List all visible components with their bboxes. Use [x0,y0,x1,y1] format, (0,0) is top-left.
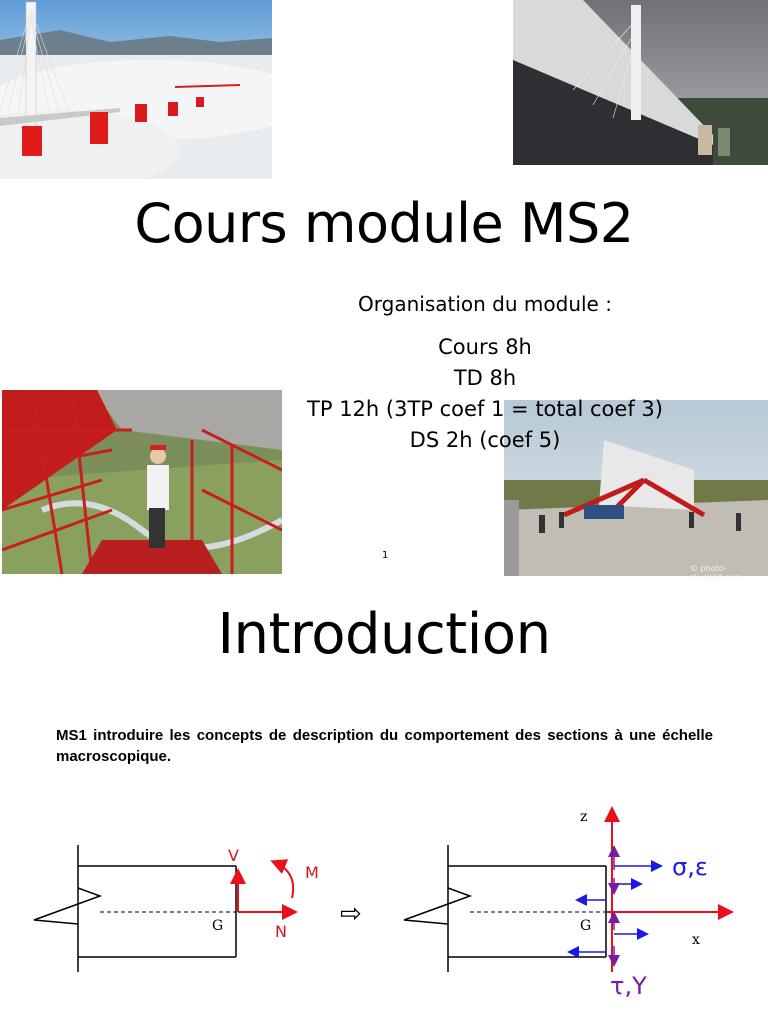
org-line-ds: DS 2h (coef 5) [409,428,561,452]
intro-paragraph: MS1 introduire les concepts de description du comportement des sections à une échelle macroscopique. [56,727,713,765]
right-beam [404,845,606,972]
org-line-tp: TP 12h (3TP coef 1 = total coef 3) [307,397,663,421]
org-line-cours: Cours 8h [438,335,532,359]
left-beam [34,845,236,972]
normal-stress-arrows [570,866,660,952]
section-forces-diagram [0,790,768,1024]
bridge-deck-pylon-photo [513,0,768,165]
label-m: M [305,863,319,882]
slide-title-cours: Cours module MS2 [134,192,634,255]
label-sigma-epsilon: σ,ε [672,853,708,881]
label-z: z [580,809,588,825]
label-n: N [275,922,287,941]
moment-m-arrow [274,862,293,898]
implies-arrow: ⇨ [340,899,362,929]
organisation-block [280,290,690,456]
bridge-in-fog-photo [0,0,272,179]
label-x: x [692,932,700,948]
left-label-g: G [212,918,224,934]
label-tau-gamma: τ,Υ [610,972,647,1000]
worker-under-deck-photo [2,390,282,574]
org-line-td: TD 8h [453,366,517,390]
slide-title-introduction: Introduction [217,602,551,667]
right-label-g: G [580,918,592,934]
label-v: V [228,846,239,865]
organisation-heading: Organisation du module : [358,292,612,316]
page-number: 1 [382,550,389,561]
photo-credit: © photo-skyright.com [690,564,742,582]
